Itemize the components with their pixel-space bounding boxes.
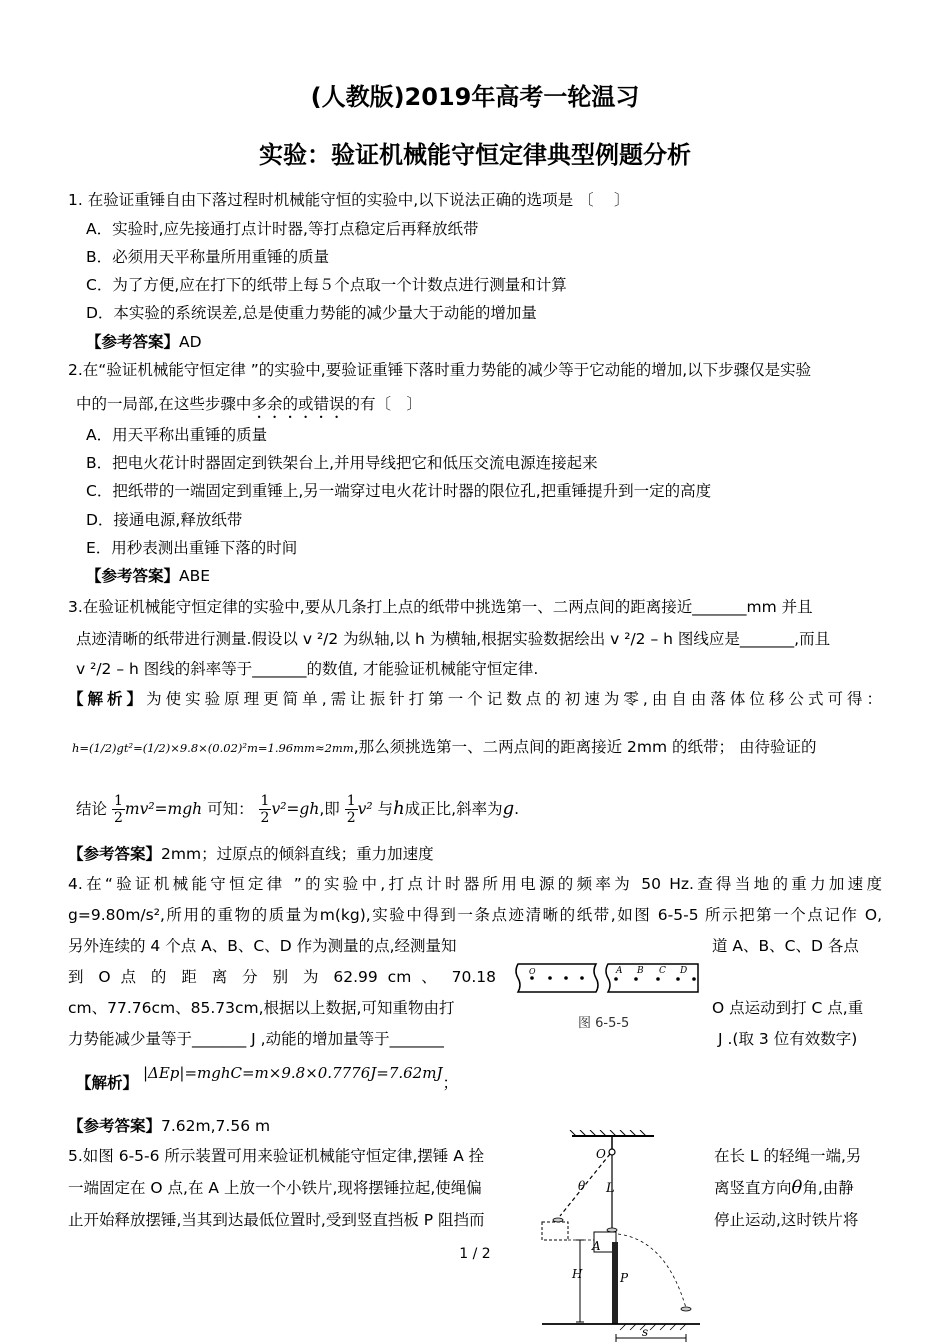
label-theta: θ	[578, 1179, 586, 1193]
q2-option-b: B．把电火花计时器固定到铁架台上,并用导线把它和低压交流电源连接起来	[86, 454, 598, 472]
q4-line1: 4.在“验证机械能守恒定律 ”的实验中,打点计时器所用电源的频率为 50 Hz.查得当地的重力加速度	[68, 875, 882, 893]
answer-label: 【参考答案】	[86, 333, 180, 351]
q4-analysis	[76, 1064, 458, 1098]
analysis-tail: ；	[442, 1074, 458, 1092]
q3-line3: v ²/2 – h 图线的斜率等于_______的数值, 才能验证机械能守恒定律.	[76, 660, 539, 678]
fraction-half: $\frac{1}{2}$	[346, 793, 356, 826]
tape-label-o: O	[529, 967, 536, 976]
fraction-half: $\frac{1}{2}$	[260, 793, 270, 826]
q2-option-d: D．接通电源,释放纸带	[86, 511, 243, 529]
analysis-text: 为使实验原理更简单,需让振针打第一个记数点的初速为零,由自由落体位移公式可得：	[146, 690, 882, 708]
variable-h: h	[393, 798, 405, 819]
answer-value: 2mm；过原点的倾斜直线；重力加速度	[161, 845, 434, 863]
formula-energy: mv²=mgh	[124, 800, 203, 818]
analysis-text: 与	[377, 800, 394, 818]
q3-analysis-line2	[72, 736, 816, 759]
q2-stem-line1: 2.在“验证机械能守恒定律 ”的实验中,要验证重锤下落时重力势能的减少等于它动能的增加,以下步骤仅是实验	[68, 361, 812, 379]
answer-value: 7.62m,7.56 m	[161, 1117, 271, 1135]
label-s: s	[642, 1325, 649, 1339]
answer-value: ABE	[179, 567, 211, 585]
variable-g: g	[502, 798, 515, 819]
analysis-text: .	[514, 800, 520, 818]
analysis-label: 【解析】	[76, 1074, 139, 1092]
formula-free-fall: h=(1/2)gt²=(1/2)×9.8×(0.02)²m=1.96mm≈2mm	[72, 741, 354, 755]
q4-line5-left: cm、77.76cm、85.73cm,根据以上数据,可知重物由打	[68, 999, 455, 1017]
analysis-text: 成正比,斜率为	[404, 800, 503, 818]
tape-label-c: C	[659, 966, 666, 976]
label-h: H	[572, 1267, 583, 1281]
q4-line5-right: O 点运动到打 C 点,重	[712, 999, 864, 1017]
answer-value: AD	[179, 333, 202, 351]
q3-line2: 点迹清晰的纸带进行测量.假设以 v ²/2 为纵轴,以 h 为横轴,根据实验数据绘出 v ²/2 – h 图线应是_______,而且	[76, 630, 831, 648]
paper-tape-figure	[512, 958, 702, 998]
q2-stem-emphasis: 多余的或错误	[251, 395, 345, 413]
q1-stem: 1. 在验证重锤自由下落过程时机械能守恒的实验中,以下说法正确的选项是 〔 〕	[68, 191, 630, 209]
q2-option-c: C．把纸带的一端固定到重锤上,另一端穿过电火花计时器的限位孔,把重锤提升到一定的高度	[86, 482, 712, 500]
q1-option-a: A．实验时,应先接通打点计时器,等打点稳定后再释放纸带	[86, 220, 479, 238]
q4-line3-left: 另外连续的 4 个点 A、B、C、D 作为测量的点,经测量知	[68, 937, 457, 955]
analysis-text: 可知：	[207, 800, 254, 818]
q5-line2-left: 一端固定在 O 点,在 A 上放一个小铁片,现将摆锤拉起,使绳偏	[68, 1179, 482, 1197]
q2-stem-line2	[76, 393, 422, 422]
figure-caption: 图 6-5-5	[578, 1016, 630, 1031]
formula-v-squared: v²	[357, 800, 373, 818]
q4-line6-right: J .(取 3 位有效数字)	[718, 1030, 858, 1048]
variable-theta: θ	[791, 1177, 803, 1198]
q1-option-d: D．本实验的系统误差,总是使重力势能的减少量大于动能的增加量	[86, 304, 537, 322]
page-number: 1 / 2	[459, 1246, 491, 1262]
fraction-half: $\frac{1}{2}$	[113, 793, 123, 826]
analysis-label: 【解析】	[68, 690, 147, 708]
q4-line2: g=9.80m/s²,所用的重物的质量为m(kg),实验中得到一条点迹清晰的纸带,如图 6-5-5 所示把第一个点记作 O,	[68, 906, 882, 924]
q2-option-e: E．用秒表测出重锤下落的时间	[86, 539, 298, 557]
tape-label-b: B	[637, 966, 644, 976]
q5-line3-right: 停止运动,这时铁片将	[714, 1211, 859, 1229]
q5-line2-right: 离竖直方向θ角,由静	[714, 1177, 854, 1198]
answer-label: 【参考答案】	[68, 1117, 162, 1135]
q1-option-b: B．必须用天平称量所用重锤的质量	[86, 248, 330, 266]
q3-analysis-line3	[76, 792, 519, 826]
q2-answer	[86, 565, 210, 587]
q2-option-a: A．用天平称出重锤的质量	[86, 426, 268, 444]
q1-option-c: C．为了方便,应在打下的纸带上每５个点取一个计数点进行测量和计算	[86, 276, 567, 294]
label-l: L	[606, 1181, 615, 1196]
page-title: (人教版)2019年高考一轮温习	[310, 83, 640, 111]
q2-stem-pre: 中的一局部,在这些步骤中	[76, 395, 252, 413]
q3-line1: 3.在验证机械能守恒定律的实验中,要从几条打上点的纸带中挑选第一、二两点间的距离接近_______mm 并且	[68, 598, 813, 616]
q3-analysis-line1	[68, 688, 882, 710]
formula-velocity: v²=gh	[271, 800, 320, 818]
q4-line6-left: 力势能减少量等于_______ J ,动能的增加量等于_______	[68, 1030, 444, 1048]
tape-label-a: A	[616, 966, 623, 976]
answer-label: 【参考答案】	[86, 567, 180, 585]
pendulum-figure	[536, 1130, 706, 1344]
q4-line3-right: 道 A、B、C、D 各点	[712, 937, 859, 955]
label-a: A	[592, 1239, 601, 1253]
q5-line3-left: 止开始释放摆锤,当其到达最低位置时,受到竖直挡板 P 阻挡而	[68, 1211, 485, 1229]
page-subtitle: 实验：验证机械能守恒定律典型例题分析	[259, 141, 691, 169]
q5-line1-left: 5.如图 6-5-6 所示装置可用来验证机械能守恒定律,摆锤 A 拴	[68, 1147, 485, 1165]
q4-line4-left: 到 O 点 的 距 离 分 别 为 62.99 cm 、 70.18	[68, 968, 496, 986]
tape-label-d: D	[680, 966, 688, 976]
answer-label: 【参考答案】	[68, 845, 162, 863]
q5-line1-right: 在长 L 的轻绳一端,另	[714, 1147, 862, 1165]
analysis-text: ,即	[319, 800, 340, 818]
label-o: O	[596, 1147, 606, 1161]
q3-answer	[68, 843, 434, 865]
analysis-text: ,那么须挑选第一、二两点间的距离接近 2mm 的纸带； 由待验证的	[353, 738, 817, 756]
analysis-text: 结论	[76, 800, 108, 818]
q2-stem-post: 的有〔 〕	[344, 395, 422, 413]
q4-answer	[68, 1115, 270, 1137]
formula-potential-energy: |ΔEp|=mghC=m×9.8×0.7776J=7.62mJ	[142, 1064, 443, 1082]
label-p: P	[620, 1271, 629, 1285]
q1-answer	[86, 331, 202, 353]
